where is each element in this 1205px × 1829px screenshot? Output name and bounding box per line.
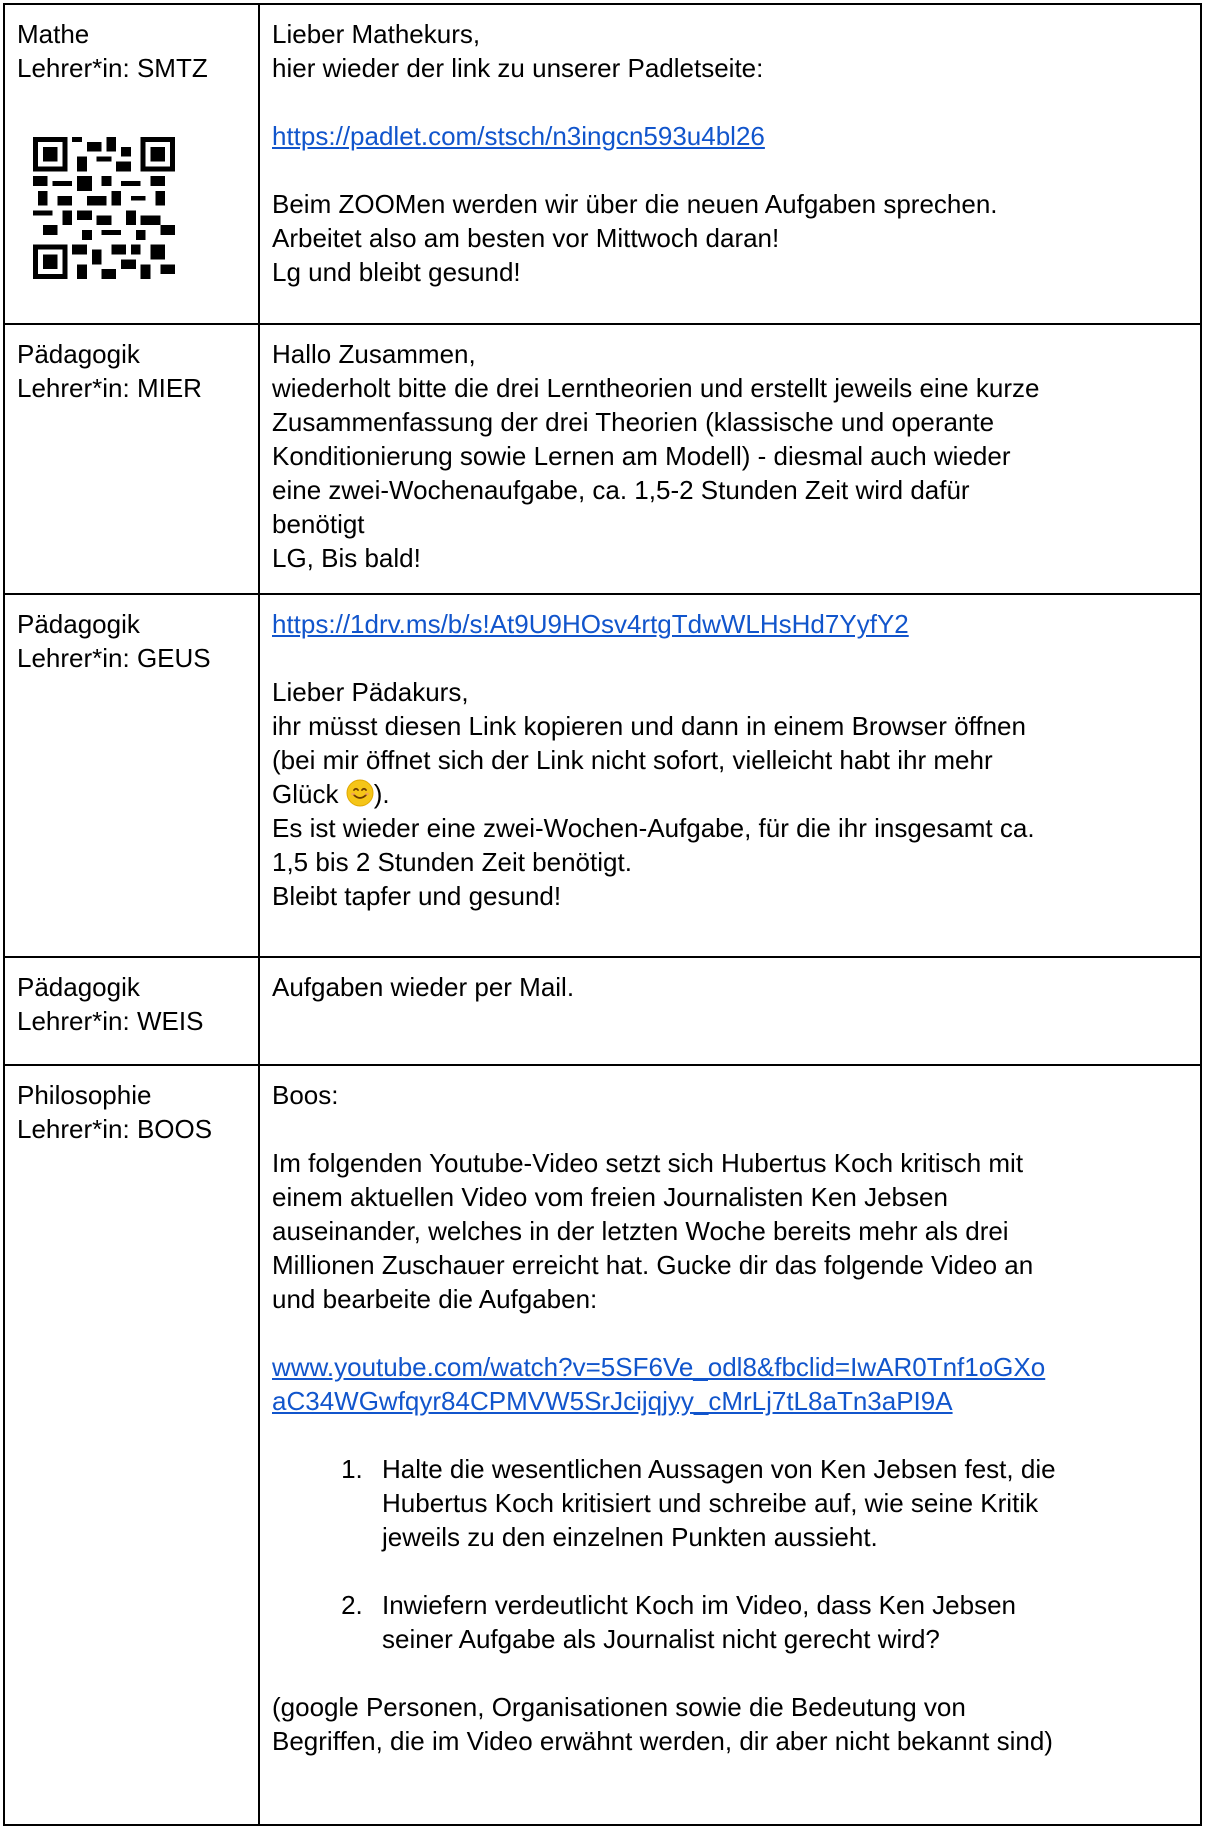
list-item-line: Hubertus Koch kritisiert und schreibe auf, wie seine Kritik <box>382 1488 1039 1518</box>
message-line: Bleibt tapfer und gesund! <box>272 881 562 911</box>
table-row <box>4 594 1201 957</box>
list-item <box>370 1588 1188 1656</box>
onedrive-link[interactable]: https://1drv.ms/b/s!At9U9HOsv4rtgTdwWLHsHd7YyfY2 <box>272 609 909 639</box>
table-row <box>4 1065 1201 1825</box>
subject-cell <box>4 1065 259 1825</box>
message-line: Lg und bleibt gesund! <box>272 257 521 287</box>
subject-name: Philosophie <box>17 1080 152 1110</box>
subject-name: Pädagogik <box>17 972 140 1002</box>
subject-cell <box>4 594 259 957</box>
message-line: Boos: <box>272 1080 339 1110</box>
message-cell <box>259 594 1201 957</box>
table-row <box>4 324 1201 594</box>
teacher-name: Lehrer*in: WEIS <box>17 1006 204 1036</box>
list-item-line: 1. Halte die wesentlichen Aussagen von Ken Jebsen fest, die <box>382 1454 1056 1484</box>
table-row <box>4 4 1201 324</box>
message-line: Arbeitet also am besten vor Mittwoch daran! <box>272 223 780 253</box>
subject-cell <box>4 4 259 324</box>
padlet-link[interactable]: https://padlet.com/stsch/n3ingcn593u4bl26 <box>272 121 765 151</box>
message-line: Aufgaben wieder per Mail. <box>272 972 575 1002</box>
message-line: Zusammenfassung der drei Theorien (klassische und operante <box>272 407 995 437</box>
list-item-line: seiner Aufgabe als Journalist nicht gerecht wird? <box>382 1624 940 1654</box>
subject-cell <box>4 324 259 594</box>
message-line: Hallo Zusammen, <box>272 339 476 369</box>
message-line: Beim ZOOMen werden wir über die neuen Aufgaben sprechen. <box>272 189 998 219</box>
youtube-link[interactable]: www.youtube.com/watch?v=5SF6Ve_odl8&fbclid=IwAR0Tnf1oGXo <box>272 1352 1046 1382</box>
glueck-end: ). <box>373 779 390 809</box>
message-line: LG, Bis bald! <box>272 543 421 573</box>
message-line: benötigt <box>272 509 365 539</box>
youtube-link[interactable]: aC34WGwfqyr84CPMVW5SrJcijqjyy_cMrLj7tL8aTn3aPI9A <box>272 1386 953 1416</box>
qr-code-icon[interactable] <box>33 137 175 279</box>
teacher-name: Lehrer*in: BOOS <box>17 1114 213 1144</box>
message-line: Lieber Pädakurs, <box>272 677 469 707</box>
subject-name: Mathe <box>17 19 90 49</box>
message-cell <box>259 324 1201 594</box>
message-line: (bei mir öffnet sich der Link nicht sofort, vielleicht habt ihr mehr <box>272 745 993 775</box>
assignment-table <box>3 3 1202 1826</box>
smiling-face-emoji <box>346 779 374 807</box>
message-line: 1,5 bis 2 Stunden Zeit benötigt. <box>272 847 632 877</box>
message-cell <box>259 4 1201 324</box>
message-line: Es ist wieder eine zwei-Wochen-Aufgabe, für die ihr insgesamt ca. <box>272 813 1035 843</box>
message-line: und bearbeite die Aufgaben: <box>272 1284 598 1314</box>
message-line: (google Personen, Organisationen sowie die Bedeutung von <box>272 1692 966 1722</box>
message-line: Konditionierung sowie Lernen am Modell) - diesmal auch wieder <box>272 441 1011 471</box>
message-line: Lieber Mathekurs, <box>272 19 481 49</box>
message-line: Im folgenden Youtube-Video setzt sich Hubertus Koch kritisch mit <box>272 1148 1024 1178</box>
table-row <box>4 957 1201 1065</box>
message-cell <box>259 957 1201 1065</box>
message-line: einem aktuellen Video vom freien Journalisten Ken Jebsen <box>272 1182 948 1212</box>
subject-cell <box>4 957 259 1065</box>
subject-name: Pädagogik <box>17 339 140 369</box>
message-line: eine zwei-Wochenaufgabe, ca. 1,5-2 Stunden Zeit wird dafür <box>272 475 970 505</box>
teacher-name: Lehrer*in: MIER <box>17 373 202 403</box>
message-cell <box>259 1065 1201 1825</box>
list-item-line: jeweils zu den einzelnen Punkten aussieht. <box>382 1522 878 1552</box>
task-list <box>272 1452 1188 1656</box>
teacher-name: Lehrer*in: GEUS <box>17 643 211 673</box>
teacher-name: Lehrer*in: SMTZ <box>17 53 208 83</box>
message-line: hier wieder der link zu unserer Padletseite: <box>272 53 764 83</box>
message-line: auseinander, welches in der letzten Woche bereits mehr als drei <box>272 1216 1009 1246</box>
glueck-text: Glück <box>272 779 346 809</box>
message-line: Millionen Zuschauer erreicht hat. Gucke dir das folgende Video an <box>272 1250 1034 1280</box>
message-line <box>272 777 1188 811</box>
subject-name: Pädagogik <box>17 609 140 639</box>
list-item <box>370 1452 1188 1554</box>
message-line: ihr müsst diesen Link kopieren und dann in einem Browser öffnen <box>272 711 1026 741</box>
message-line: Begriffen, die im Video erwähnt werden, dir aber nicht bekannt sind) <box>272 1726 1053 1756</box>
message-line: wiederholt bitte die drei Lerntheorien und erstellt jeweils eine kurze <box>272 373 1040 403</box>
list-item-line: 2. Inwiefern verdeutlicht Koch im Video, dass Ken Jebsen <box>382 1590 1016 1620</box>
